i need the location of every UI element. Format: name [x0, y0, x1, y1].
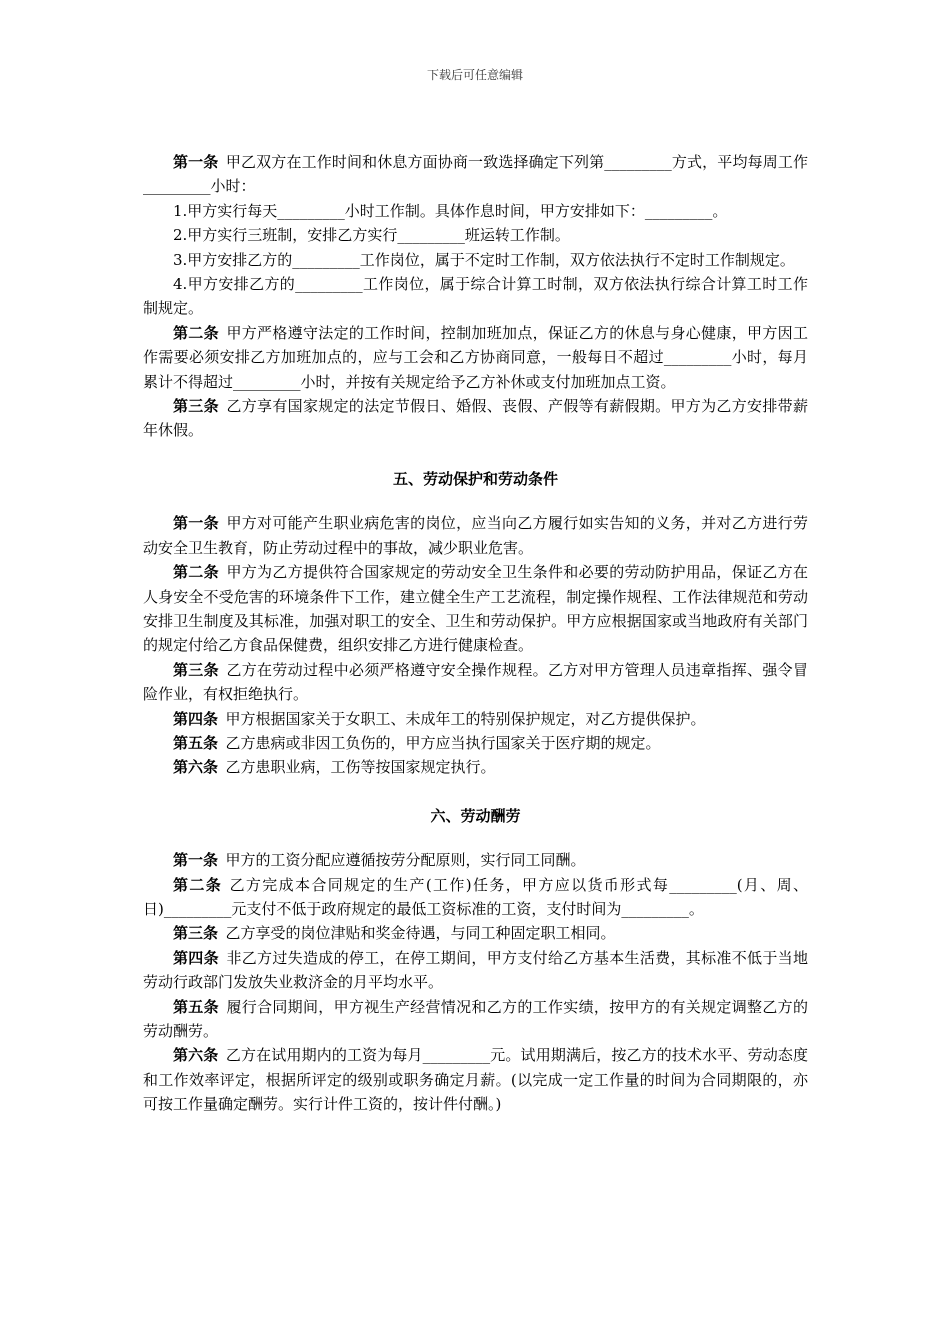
- clause-3: [143, 248, 808, 272]
- article-2: [143, 321, 808, 394]
- clause-text: 1.甲方实行每天_________小时工作制。具体作息时间，甲方安排如下：_________。: [173, 201, 728, 220]
- article-text: 甲方的工资分配应遵循按劳分配原则，实行同工同酬。: [225, 851, 586, 870]
- article-text: 乙方在劳动过程中必须严格遵守安全操作规程。乙方对甲方管理人员违章指挥、强令冒险作业，有权拒绝执行。: [143, 660, 808, 704]
- article-text: 甲方为乙方提供符合国家规定的劳动安全卫生条件和必要的劳动防护用品，保证乙方在人身安全不受危害的环境条件下工作，建立健全生产工艺流程，制定操作规程、工作法律规范和劳动安排卫生制度及其标准，加强对职工的安全、卫生和劳动保护。甲方应根据国家或当地政府有关部门的规定付给乙方食品保健费，组织安排乙方进行健康检查。: [143, 563, 808, 655]
- article-number: 第四条: [173, 709, 219, 728]
- clause-text: 4.甲方安排乙方的_________工作岗位，属于综合计算工时制，双方依法执行综合计算工时工作制规定。: [143, 275, 808, 318]
- section-labor-protection: [143, 511, 808, 779]
- article-number: 第二条: [173, 875, 223, 894]
- article-1: [143, 150, 808, 199]
- article-5: [143, 995, 808, 1044]
- article-number: 第四条: [173, 948, 219, 967]
- page-header: 下载后可任意编辑: [426, 68, 523, 82]
- article-4: [143, 707, 808, 731]
- article-number: 第五条: [173, 997, 219, 1016]
- article-number: 第一条: [173, 851, 219, 870]
- clause-1: [143, 199, 808, 223]
- article-3: [143, 921, 808, 945]
- article-text: 履行合同期间，甲方视生产经营情况和乙方的工作实绩，按甲方的有关规定调整乙方的劳动酬劳。: [143, 997, 808, 1040]
- article-2: [143, 873, 808, 922]
- article-number: 第二条: [173, 563, 219, 582]
- document-body: [143, 150, 808, 1117]
- article-number: 第六条: [173, 758, 219, 777]
- article-text: 乙方完成本合同规定的生产(工作)任务，甲方应以货币形式每_________(月、周、日)_________元支付不低于政府规定的最低工资标准的工资，支付时间为_________。: [143, 875, 808, 918]
- article-text: 非乙方过失造成的停工，在停工期间，甲方支付给乙方基本生活费，其标准不低于当地劳动行政部门发放失业救济金的月平均水平。: [143, 948, 808, 992]
- section-title-labor-protection: 五、劳动保护和劳动条件: [392, 469, 558, 488]
- section-remuneration: [143, 848, 808, 1116]
- section-working-hours: [143, 150, 808, 443]
- clause-4: [143, 272, 808, 321]
- article-text: 甲方根据国家关于女职工、未成年工的特别保护规定，对乙方提供保护。: [225, 709, 706, 728]
- article-text: 甲方对可能产生职业病危害的岗位，应当向乙方履行如实告知的义务，并对乙方进行劳动安全卫生教育，防止劳动过程中的事故，减少职业危害。: [143, 514, 808, 557]
- article-2: [143, 560, 808, 658]
- article-number: 第二条: [173, 323, 219, 342]
- article-text: 乙方在试用期内的工资为每月_________元。试用期满后，按乙方的技术水平、劳动态度和工作效率评定，根据所评定的级别或职务确定月薪。(以完成一定工作量的时间为合同期限的，亦可按工作量确定酬劳。实行计件工资的，按计件付酬。): [143, 1046, 808, 1114]
- article-6: [143, 755, 808, 779]
- clause-2: [143, 223, 808, 247]
- article-text: 甲乙双方在工作时间和休息方面协商一致选择确定下列第_________方式，平均每周工作_________小时：: [143, 153, 808, 196]
- article-number: 第一条: [173, 153, 219, 171]
- article-number: 第五条: [173, 733, 219, 752]
- article-5: [143, 731, 808, 755]
- article-number: 第三条: [173, 397, 219, 416]
- article-1: [143, 511, 808, 560]
- article-number: 第三条: [173, 924, 219, 943]
- article-3: [143, 394, 808, 443]
- article-text: 甲方严格遵守法定的工作时间，控制加班加点，保证乙方的休息与身心健康，甲方因工作需要必须安排乙方加班加点的，应与工会和乙方协商同意，一般每日不超过_________小时，每月累计不得超过_________小时，并按有关规定给予乙方补休或支付加班加点工资。: [143, 323, 808, 391]
- section-title-remuneration: 六、劳动酬劳: [430, 806, 521, 825]
- article-4: [143, 946, 808, 995]
- article-text: 乙方享有国家规定的法定节假日、婚假、丧假、产假等有薪假期。甲方为乙方安排带薪年休假。: [143, 397, 808, 440]
- article-text: 乙方患职业病，工伤等按国家规定执行。: [225, 758, 496, 777]
- article-number: 第一条: [173, 514, 219, 533]
- article-1: [143, 848, 808, 872]
- clause-text: 3.甲方安排乙方的_________工作岗位，属于不定时工作制，双方依法执行不定时工作制规定。: [173, 250, 795, 269]
- article-text: 乙方患病或非因工负伤的，甲方应当执行国家关于医疗期的规定。: [225, 733, 661, 752]
- article-text: 乙方享受的岗位津贴和奖金待遇，与同工种固定职工相同。: [225, 924, 616, 943]
- article-3: [143, 658, 808, 707]
- clause-text: 2.甲方实行三班制，安排乙方实行_________班运转工作制。: [173, 226, 570, 245]
- article-number: 第六条: [173, 1046, 219, 1065]
- article-number: 第三条: [173, 660, 219, 679]
- article-6: [143, 1043, 808, 1116]
